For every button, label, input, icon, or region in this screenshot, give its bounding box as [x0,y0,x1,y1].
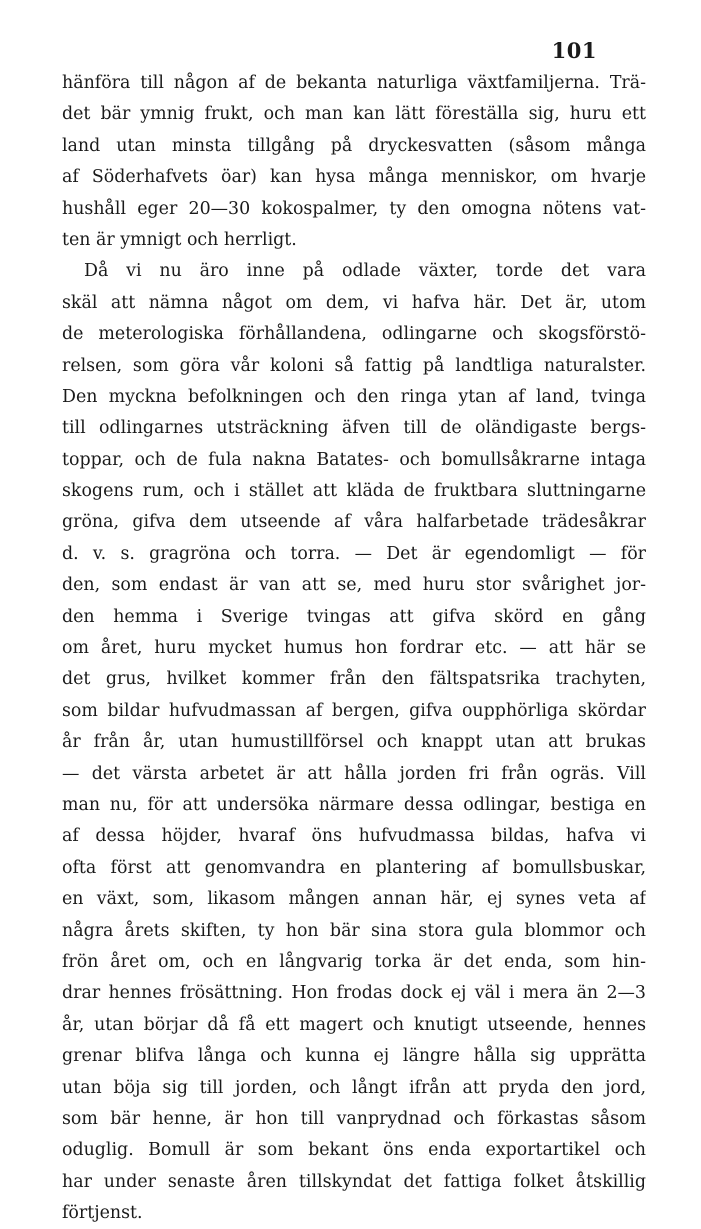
text-line: af dessa höjder, hvaraf öns hufvudmassa bildas, hafva vi [62,826,646,847]
text-line: frön året om, och en långvarig torka är det enda, som hin- [62,951,646,972]
text-line: några årets skiften, ty hon bär sina stora gula blommor och [62,920,646,941]
text-line: har under senaste åren tillskyndat det fattiga folket åtskillig [62,1171,646,1192]
text-line: det bär ymnig frukt, och man kan lätt föreställa sig, huru ett [62,104,646,125]
text-line: det grus, hvilket kommer från den fältspatsrika trachyten, [62,669,646,690]
paragraph-start-line: Då vi nu äro inne på odlade växter, torde det vara [84,261,646,282]
text-line: drar hennes frösättning. Hon frodas dock ej väl i mera än 2—3 [62,983,646,1004]
text-line: den, som endast är van att se, med huru stor svårighet jor- [62,575,646,596]
text-line: hushåll eger 20—30 kokospalmer, ty den omogna nötens vat- [62,198,646,219]
text-line: en växt, som, likasom mången annan här, ej synes veta af [62,889,646,910]
text-line: man nu, för att undersöka närmare dessa odlingar, bestiga en [62,794,646,815]
body-text [62,68,646,1229]
text-line: till odlingarnes utsträckning äfven till de oländigaste bergs- [62,418,646,439]
text-line: d. v. s. gragröna och torra. — Det är egendomligt — för [62,543,646,564]
text-line: förtjenst. [62,1203,143,1224]
text-line: hänföra till någon af de bekanta naturliga växtfamiljerna. Trä- [62,73,646,93]
text-line: oduglig. Bomull är som bekant öns enda exportartikel och [62,1140,646,1161]
text-line: år, utan börjar då få ett magert och knutigt utseende, hennes [62,1014,646,1035]
text-line: skäl att nämna något om dem, vi hafva här. Det är, utom [62,292,646,313]
text-line: de meterologiska förhållandena, odlingarne och skogsförstö- [62,324,646,345]
text-line: utan böja sig till jorden, och långt ifrån att pryda den jord, [62,1077,646,1098]
text-line: af Söderhafvets öar) kan hysa många menniskor, om hvarje [62,167,646,188]
text-line: land utan minsta tillgång på dryckesvatten (såsom många [62,135,646,156]
text-line: relsen, som göra vår koloni så fattig på landtliga naturalster. [62,355,646,376]
text-line: som bär henne, är hon till vanprydnad och förkastas såsom [62,1108,646,1129]
text-line: den hemma i Sverige tvingas att gifva skörd en gång [62,606,646,627]
text-line: skogens rum, och i stället att kläda de fruktbara sluttningarne [62,481,646,502]
text-line: grenar blifva långa och kunna ej längre hålla sig upprätta [62,1046,646,1067]
text-line: toppar, och de fula nakna Batates- och bomullsåkrarne intaga [62,449,646,470]
text-line: som bildar hufvudmassan af bergen, gifva oupphörliga skördar [62,700,646,721]
text-line: gröna, gifva dem utseende af våra halfarbetade trädesåkrar [62,512,646,533]
text-line: — det värsta arbetet är att hålla jorden fri från ogräs. Vill [62,763,646,784]
text-line: ten är ymnigt och herrligt. [62,229,297,250]
page-number: 101 [551,38,597,63]
text-line: Den myckna befolkningen och den ringa ytan af land, tvinga [62,386,646,407]
text-line: ofta först att genomvandra en plantering af bomullsbuskar, [62,857,646,878]
text-line: år från år, utan humustillförsel och knappt utan att brukas [62,732,646,753]
text-line: om året, huru mycket humus hon fordrar etc. — att här se [62,638,646,659]
